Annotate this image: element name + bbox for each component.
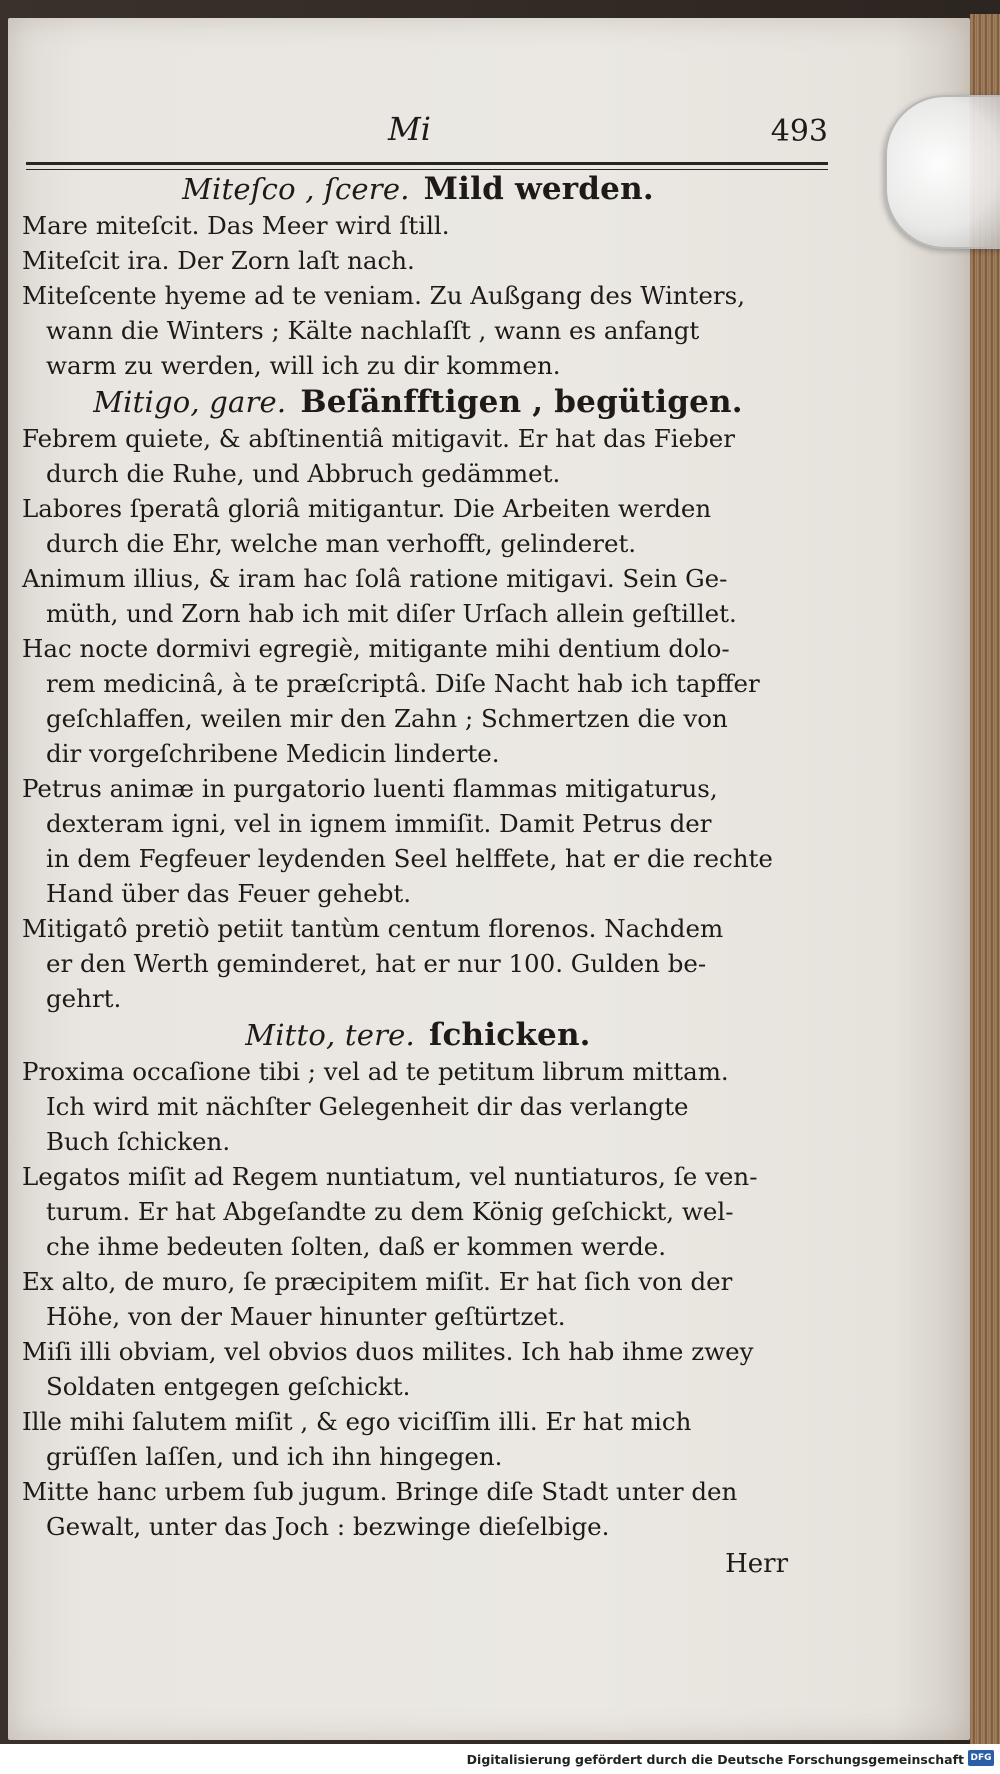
entry-line: Animum illius, & iram hac ſolâ ratione mitigavi. Sein Ge- — [22, 564, 728, 593]
entry-line: Höhe, von der Mauer hinunter geſtürtzet. — [46, 1302, 566, 1331]
dictionary-entry — [18, 1264, 818, 1334]
page-number: 493 — [770, 114, 828, 149]
dictionary-entry — [18, 911, 818, 1016]
dictionary-entry — [18, 561, 818, 631]
entry-line: in dem Fegfeuer leydenden Seel helffete, hat er die rechte — [46, 844, 773, 873]
dictionary-entry — [18, 1474, 818, 1544]
dictionary-entry — [18, 421, 818, 491]
dictionary-body — [18, 170, 818, 1544]
footer-bar — [0, 1744, 1000, 1774]
entry-line: warm zu werden, will ich zu dir kommen. — [46, 351, 561, 380]
entry-line: Proxima occaſione tibi ; vel ad te petitum librum mittam. — [22, 1057, 729, 1086]
entry-line: durch die Ruhe, und Abbruch gedämmet. — [46, 459, 561, 488]
dictionary-entry — [18, 208, 818, 243]
entry-line: turum. Er hat Abgeſandte zu dem König geſchickt, wel- — [46, 1197, 734, 1226]
entry-line: Labores ſperatâ gloriâ mitigantur. Die Arbeiten werden — [22, 494, 712, 523]
entry-line: gehrt. — [46, 984, 122, 1013]
entry-line: Miſi illi obviam, vel obvios duos milites. Ich hab ihme zwey — [22, 1337, 754, 1366]
dictionary-entry — [18, 1404, 818, 1474]
page-clip — [885, 95, 1000, 249]
entry-line: Ich wird mit nächſter Gelegenheit dir das verlangte — [46, 1092, 689, 1121]
dictionary-entry — [18, 278, 818, 383]
entry-line: durch die Ehr, welche man verhofft, gelinderet. — [46, 529, 637, 558]
lemma-german: Mild werden. — [423, 171, 654, 207]
entry-line: Buch ſchicken. — [46, 1127, 231, 1156]
entry-line: rem medicinâ, à te præſcriptâ. Diſe Nacht hab ich tapffer — [46, 669, 760, 698]
entry-line: che ihme bedeuten ſolten, daß er kommen werde. — [46, 1232, 667, 1261]
dictionary-entry — [18, 491, 818, 561]
dictionary-entry — [18, 243, 818, 278]
entry-line: müth, und Zorn hab ich mit diſer Urſach allein geſtillet. — [46, 599, 737, 628]
page-header — [18, 100, 828, 170]
entry-line: dexteram igni, vel in ignem immiſit. Damit Petrus der — [46, 809, 712, 838]
entry-line: Ex alto, de muro, ſe præcipitem miſit. Er hat ſich von der — [22, 1267, 733, 1296]
lemma-german: Beſänfftigen , begütigen. — [300, 384, 743, 420]
entry-line: Mare miteſcit. Das Meer wird ſtill. — [22, 211, 450, 240]
dictionary-entry — [18, 771, 818, 911]
entry-line: er den Werth geminderet, hat er nur 100. Gulden be- — [46, 949, 707, 978]
lemma-heading — [18, 170, 818, 208]
entry-line: Hac nocte dormivi egregiè, mitigante mihi dentium dolo- — [22, 634, 730, 663]
lemma-latin: Miteſco , ſcere. — [182, 172, 410, 206]
entry-line: Ille mihi ſalutem miſit , & ego viciſſim illi. Er hat mich — [22, 1407, 692, 1436]
lemma-latin: Mitigo, gare. — [93, 385, 287, 419]
lemma-german: ſchicken. — [428, 1017, 591, 1053]
entry-line: Mitigatô pretiò petiit tantùm centum florenos. Nachdem — [22, 914, 724, 943]
entry-line: dir vorgeſchribene Medicin linderte. — [46, 739, 500, 768]
entry-line: Mitte hanc urbem ſub jugum. Bringe diſe Stadt unter den — [22, 1477, 738, 1506]
entry-line: Miteſcente hyeme ad te veniam. Zu Außgang des Winters, — [22, 281, 745, 310]
entry-line: Febrem quiete, & abſtinentiâ mitigavit. Er hat das Fieber — [22, 424, 735, 453]
dictionary-entry — [18, 1334, 818, 1404]
dfg-logo: DFG — [968, 1750, 994, 1766]
entry-line: Soldaten entgegen geſchickt. — [46, 1372, 411, 1401]
dictionary-entry — [18, 631, 818, 771]
dictionary-entry — [18, 1159, 818, 1264]
entry-line: geſchlaffen, weilen mir den Zahn ; Schmertzen die von — [46, 704, 728, 733]
entry-line: grüſſen laſſen, und ich ihn hingegen. — [46, 1442, 503, 1471]
entry-line: Petrus animæ in purgatorio luenti flammas mitigaturus, — [22, 774, 718, 803]
page-text — [18, 100, 828, 1582]
dictionary-entry — [18, 1054, 818, 1159]
funding-note: Digitalisierung gefördert durch die Deutsche Forschungsgemeinschaft — [466, 1752, 964, 1767]
entry-line: Gewalt, unter das Joch : bezwinge dieſelbige. — [46, 1512, 610, 1541]
lemma-heading — [18, 1016, 818, 1054]
book-page-edges — [970, 14, 1000, 1744]
lemma-heading — [18, 383, 818, 421]
entry-line: Miteſcit ira. Der Zorn laſt nach. — [22, 246, 415, 275]
running-head: Mi — [388, 110, 431, 148]
lemma-latin: Mitto, tere. — [245, 1018, 415, 1052]
header-rule — [26, 162, 828, 170]
catchword: Herr — [725, 1549, 788, 1579]
entry-line: Hand über das Feuer gehebt. — [46, 879, 412, 908]
entry-line: Legatos miſit ad Regem nuntiatum, vel nuntiaturos, ſe ven- — [22, 1162, 758, 1191]
entry-line: wann die Winters ; Kälte nachlaſſt , wann es anfangt — [46, 316, 700, 345]
